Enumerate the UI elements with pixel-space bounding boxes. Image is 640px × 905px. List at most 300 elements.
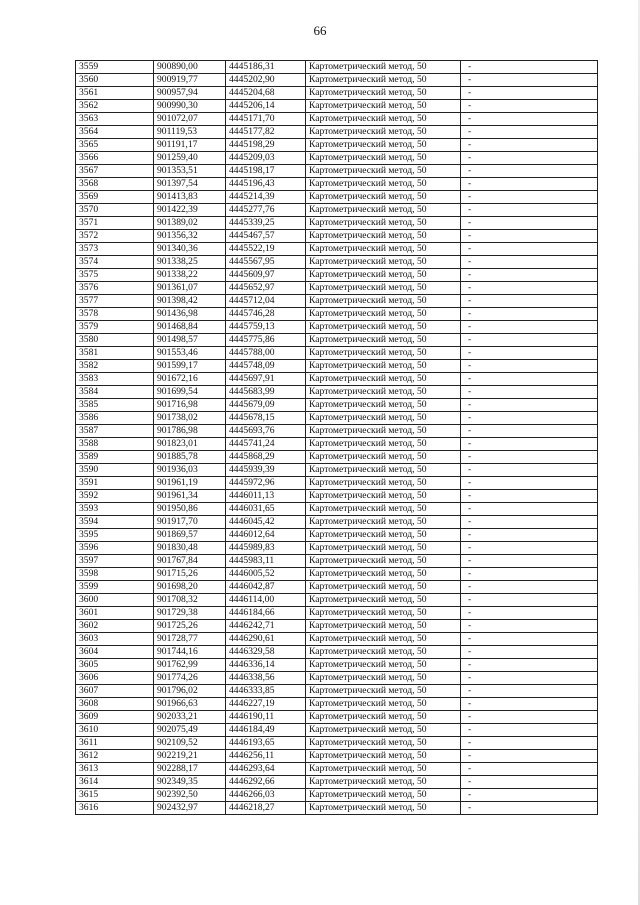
x-coordinate-cell: 901708,32	[154, 594, 226, 607]
y-coordinate-cell: 4446184,49	[226, 724, 306, 737]
table-row	[76, 711, 598, 724]
table-row	[76, 412, 598, 425]
y-coordinate-cell: 4445206,14	[226, 100, 306, 113]
y-coordinate-cell: 4446227,19	[226, 698, 306, 711]
note-cell: -	[461, 217, 598, 230]
note-cell: -	[461, 529, 598, 542]
x-coordinate-cell: 901728,77	[154, 633, 226, 646]
method-cell: Картометрический метод, 50	[306, 282, 461, 295]
note-cell: -	[461, 750, 598, 763]
method-cell: Картометрический метод, 50	[306, 763, 461, 776]
point-number-cell: 3602	[76, 620, 154, 633]
method-cell: Картометрический метод, 50	[306, 542, 461, 555]
table-row	[76, 529, 598, 542]
method-cell: Картометрический метод, 50	[306, 204, 461, 217]
y-coordinate-cell: 4445652,97	[226, 282, 306, 295]
method-cell: Картометрический метод, 50	[306, 698, 461, 711]
x-coordinate-cell: 901422,39	[154, 204, 226, 217]
table-row	[76, 139, 598, 152]
point-number-cell: 3606	[76, 672, 154, 685]
point-number-cell: 3573	[76, 243, 154, 256]
method-cell: Картометрический метод, 50	[306, 113, 461, 126]
method-cell: Картометрический метод, 50	[306, 230, 461, 243]
y-coordinate-cell: 4446242,71	[226, 620, 306, 633]
y-coordinate-cell: 4446338,56	[226, 672, 306, 685]
coordinates-table	[75, 60, 598, 815]
y-coordinate-cell: 4445989,83	[226, 542, 306, 555]
x-coordinate-cell: 901885,78	[154, 451, 226, 464]
y-coordinate-cell: 4445171,70	[226, 113, 306, 126]
method-cell: Картометрический метод, 50	[306, 334, 461, 347]
y-coordinate-cell: 4446292,66	[226, 776, 306, 789]
note-cell: -	[461, 672, 598, 685]
x-coordinate-cell: 900957,94	[154, 87, 226, 100]
x-coordinate-cell: 901699,54	[154, 386, 226, 399]
table-row	[76, 256, 598, 269]
note-cell: -	[461, 269, 598, 282]
table-row	[76, 74, 598, 87]
note-cell: -	[461, 256, 598, 269]
point-number-cell: 3580	[76, 334, 154, 347]
method-cell: Картометрический метод, 50	[306, 139, 461, 152]
method-cell: Картометрический метод, 50	[306, 750, 461, 763]
method-cell: Картометрический метод, 50	[306, 152, 461, 165]
y-coordinate-cell: 4445204,68	[226, 87, 306, 100]
note-cell: -	[461, 282, 598, 295]
table-row	[76, 594, 598, 607]
y-coordinate-cell: 4445196,43	[226, 178, 306, 191]
point-number-cell: 3613	[76, 763, 154, 776]
x-coordinate-cell: 901398,42	[154, 295, 226, 308]
x-coordinate-cell: 901698,20	[154, 581, 226, 594]
method-cell: Картометрический метод, 50	[306, 776, 461, 789]
x-coordinate-cell: 901961,19	[154, 477, 226, 490]
x-coordinate-cell: 901715,26	[154, 568, 226, 581]
y-coordinate-cell: 4446193,65	[226, 737, 306, 750]
y-coordinate-cell: 4446290,61	[226, 633, 306, 646]
y-coordinate-cell: 4445683,99	[226, 386, 306, 399]
x-coordinate-cell: 901729,38	[154, 607, 226, 620]
x-coordinate-cell: 901498,57	[154, 334, 226, 347]
table-row	[76, 399, 598, 412]
x-coordinate-cell: 901353,51	[154, 165, 226, 178]
x-coordinate-cell: 902219,21	[154, 750, 226, 763]
table-row	[76, 126, 598, 139]
table-row	[76, 464, 598, 477]
x-coordinate-cell: 901361,07	[154, 282, 226, 295]
table-row	[76, 373, 598, 386]
x-coordinate-cell: 902075,49	[154, 724, 226, 737]
point-number-cell: 3583	[76, 373, 154, 386]
table-row	[76, 581, 598, 594]
note-cell: -	[461, 100, 598, 113]
note-cell: -	[461, 152, 598, 165]
note-cell: -	[461, 87, 598, 100]
x-coordinate-cell: 901468,84	[154, 321, 226, 334]
table-row	[76, 282, 598, 295]
point-number-cell: 3585	[76, 399, 154, 412]
method-cell: Картометрический метод, 50	[306, 529, 461, 542]
method-cell: Картометрический метод, 50	[306, 451, 461, 464]
x-coordinate-cell: 901725,26	[154, 620, 226, 633]
note-cell: -	[461, 646, 598, 659]
table-row	[76, 698, 598, 711]
method-cell: Картометрический метод, 50	[306, 100, 461, 113]
y-coordinate-cell: 4446045,42	[226, 516, 306, 529]
table-row	[76, 178, 598, 191]
note-cell: -	[461, 490, 598, 503]
table-row	[76, 776, 598, 789]
method-cell: Картометрический метод, 50	[306, 386, 461, 399]
point-number-cell: 3572	[76, 230, 154, 243]
y-coordinate-cell: 4445202,90	[226, 74, 306, 87]
point-number-cell: 3561	[76, 87, 154, 100]
note-cell: -	[461, 763, 598, 776]
method-cell: Картометрический метод, 50	[306, 607, 461, 620]
point-number-cell: 3569	[76, 191, 154, 204]
y-coordinate-cell: 4446012,64	[226, 529, 306, 542]
table-row	[76, 659, 598, 672]
note-cell: -	[461, 295, 598, 308]
x-coordinate-cell: 900890,00	[154, 61, 226, 74]
table-row	[76, 386, 598, 399]
point-number-cell: 3581	[76, 347, 154, 360]
x-coordinate-cell: 901340,36	[154, 243, 226, 256]
method-cell: Картометрический метод, 50	[306, 646, 461, 659]
point-number-cell: 3565	[76, 139, 154, 152]
point-number-cell: 3563	[76, 113, 154, 126]
note-cell: -	[461, 373, 598, 386]
x-coordinate-cell: 901191,17	[154, 139, 226, 152]
note-cell: -	[461, 230, 598, 243]
x-coordinate-cell: 901762,99	[154, 659, 226, 672]
note-cell: -	[461, 711, 598, 724]
table-row	[76, 685, 598, 698]
point-number-cell: 3568	[76, 178, 154, 191]
note-cell: -	[461, 412, 598, 425]
x-coordinate-cell: 901072,07	[154, 113, 226, 126]
table-row	[76, 230, 598, 243]
table-row	[76, 334, 598, 347]
x-coordinate-cell: 901796,02	[154, 685, 226, 698]
y-coordinate-cell: 4445775,86	[226, 334, 306, 347]
note-cell: -	[461, 477, 598, 490]
y-coordinate-cell: 4446336,14	[226, 659, 306, 672]
y-coordinate-cell: 4445214,39	[226, 191, 306, 204]
note-cell: -	[461, 581, 598, 594]
table-row	[76, 503, 598, 516]
table-row	[76, 737, 598, 750]
y-coordinate-cell: 4445712,04	[226, 295, 306, 308]
note-cell: -	[461, 542, 598, 555]
y-coordinate-cell: 4445741,24	[226, 438, 306, 451]
point-number-cell: 3559	[76, 61, 154, 74]
y-coordinate-cell: 4445177,82	[226, 126, 306, 139]
table-row	[76, 763, 598, 776]
method-cell: Картометрический метод, 50	[306, 802, 461, 815]
point-number-cell: 3600	[76, 594, 154, 607]
point-number-cell: 3608	[76, 698, 154, 711]
x-coordinate-cell: 901119,53	[154, 126, 226, 139]
note-cell: -	[461, 126, 598, 139]
point-number-cell: 3586	[76, 412, 154, 425]
note-cell: -	[461, 737, 598, 750]
table-row	[76, 113, 598, 126]
table-row	[76, 295, 598, 308]
method-cell: Картометрический метод, 50	[306, 477, 461, 490]
method-cell: Картометрический метод, 50	[306, 243, 461, 256]
point-number-cell: 3582	[76, 360, 154, 373]
table-row	[76, 87, 598, 100]
note-cell: -	[461, 113, 598, 126]
table-row	[76, 607, 598, 620]
note-cell: -	[461, 555, 598, 568]
method-cell: Картометрический метод, 50	[306, 61, 461, 74]
y-coordinate-cell: 4446184,66	[226, 607, 306, 620]
table-row	[76, 100, 598, 113]
y-coordinate-cell: 4445983,11	[226, 555, 306, 568]
point-number-cell: 3610	[76, 724, 154, 737]
point-number-cell: 3578	[76, 308, 154, 321]
point-number-cell: 3612	[76, 750, 154, 763]
point-number-cell: 3611	[76, 737, 154, 750]
note-cell: -	[461, 204, 598, 217]
x-coordinate-cell: 901259,40	[154, 152, 226, 165]
y-coordinate-cell: 4445679,09	[226, 399, 306, 412]
method-cell: Картометрический метод, 50	[306, 308, 461, 321]
note-cell: -	[461, 308, 598, 321]
x-coordinate-cell: 900990,30	[154, 100, 226, 113]
method-cell: Картометрический метод, 50	[306, 165, 461, 178]
page-number: 66	[313, 23, 327, 38]
note-cell: -	[461, 685, 598, 698]
note-cell: -	[461, 464, 598, 477]
method-cell: Картометрический метод, 50	[306, 789, 461, 802]
x-coordinate-cell: 901356,32	[154, 230, 226, 243]
method-cell: Картометрический метод, 50	[306, 516, 461, 529]
y-coordinate-cell: 4445609,97	[226, 269, 306, 282]
y-coordinate-cell: 4446256,11	[226, 750, 306, 763]
point-number-cell: 3574	[76, 256, 154, 269]
y-coordinate-cell: 4445939,39	[226, 464, 306, 477]
x-coordinate-cell: 902349,35	[154, 776, 226, 789]
method-cell: Картометрический метод, 50	[306, 178, 461, 191]
point-number-cell: 3562	[76, 100, 154, 113]
point-number-cell: 3604	[76, 646, 154, 659]
note-cell: -	[461, 321, 598, 334]
x-coordinate-cell: 901830,48	[154, 542, 226, 555]
x-coordinate-cell: 901786,98	[154, 425, 226, 438]
note-cell: -	[461, 61, 598, 74]
note-cell: -	[461, 776, 598, 789]
point-number-cell: 3590	[76, 464, 154, 477]
point-number-cell: 3566	[76, 152, 154, 165]
table-row	[76, 620, 598, 633]
point-number-cell: 3615	[76, 789, 154, 802]
y-coordinate-cell: 4446333,85	[226, 685, 306, 698]
table-row	[76, 191, 598, 204]
point-number-cell: 3594	[76, 516, 154, 529]
method-cell: Картометрический метод, 50	[306, 373, 461, 386]
x-coordinate-cell: 901767,84	[154, 555, 226, 568]
y-coordinate-cell: 4445972,96	[226, 477, 306, 490]
point-number-cell: 3596	[76, 542, 154, 555]
method-cell: Картометрический метод, 50	[306, 464, 461, 477]
table-row	[76, 425, 598, 438]
table-row	[76, 217, 598, 230]
x-coordinate-cell: 901744,16	[154, 646, 226, 659]
table-row	[76, 204, 598, 217]
point-number-cell: 3603	[76, 633, 154, 646]
method-cell: Картометрический метод, 50	[306, 659, 461, 672]
x-coordinate-cell: 901436,98	[154, 308, 226, 321]
point-number-cell: 3579	[76, 321, 154, 334]
x-coordinate-cell: 902288,17	[154, 763, 226, 776]
x-coordinate-cell: 901823,01	[154, 438, 226, 451]
note-cell: -	[461, 633, 598, 646]
point-number-cell: 3597	[76, 555, 154, 568]
point-number-cell: 3614	[76, 776, 154, 789]
method-cell: Картометрический метод, 50	[306, 126, 461, 139]
method-cell: Картометрический метод, 50	[306, 724, 461, 737]
table-row	[76, 568, 598, 581]
table-row	[76, 802, 598, 815]
table-row	[76, 750, 598, 763]
x-coordinate-cell: 902432,97	[154, 802, 226, 815]
table-row	[76, 152, 598, 165]
table-row	[76, 347, 598, 360]
point-number-cell: 3587	[76, 425, 154, 438]
y-coordinate-cell: 4446042,87	[226, 581, 306, 594]
point-number-cell: 3599	[76, 581, 154, 594]
table-row	[76, 321, 598, 334]
y-coordinate-cell: 4445748,09	[226, 360, 306, 373]
note-cell: -	[461, 178, 598, 191]
table-row	[76, 438, 598, 451]
note-cell: -	[461, 438, 598, 451]
method-cell: Картометрический метод, 50	[306, 568, 461, 581]
y-coordinate-cell: 4445198,29	[226, 139, 306, 152]
point-number-cell: 3593	[76, 503, 154, 516]
table-row	[76, 269, 598, 282]
note-cell: -	[461, 191, 598, 204]
note-cell: -	[461, 243, 598, 256]
x-coordinate-cell: 901338,25	[154, 256, 226, 269]
y-coordinate-cell: 4446031,65	[226, 503, 306, 516]
point-number-cell: 3564	[76, 126, 154, 139]
y-coordinate-cell: 4445198,17	[226, 165, 306, 178]
method-cell: Картометрический метод, 50	[306, 217, 461, 230]
point-number-cell: 3575	[76, 269, 154, 282]
y-coordinate-cell: 4445746,28	[226, 308, 306, 321]
point-number-cell: 3609	[76, 711, 154, 724]
note-cell: -	[461, 594, 598, 607]
table-row	[76, 308, 598, 321]
y-coordinate-cell: 4446329,58	[226, 646, 306, 659]
method-cell: Картометрический метод, 50	[306, 503, 461, 516]
point-number-cell: 3571	[76, 217, 154, 230]
note-cell: -	[461, 347, 598, 360]
y-coordinate-cell: 4445788,00	[226, 347, 306, 360]
method-cell: Картометрический метод, 50	[306, 321, 461, 334]
y-coordinate-cell: 4446218,27	[226, 802, 306, 815]
method-cell: Картометрический метод, 50	[306, 672, 461, 685]
y-coordinate-cell: 4445339,25	[226, 217, 306, 230]
table-row	[76, 490, 598, 503]
x-coordinate-cell: 901961,34	[154, 490, 226, 503]
y-coordinate-cell: 4445868,29	[226, 451, 306, 464]
note-cell: -	[461, 802, 598, 815]
x-coordinate-cell: 901869,57	[154, 529, 226, 542]
table-row	[76, 633, 598, 646]
method-cell: Картометрический метод, 50	[306, 412, 461, 425]
x-coordinate-cell: 902033,21	[154, 711, 226, 724]
x-coordinate-cell: 901672,16	[154, 373, 226, 386]
point-number-cell: 3601	[76, 607, 154, 620]
table-row	[76, 516, 598, 529]
table-row	[76, 451, 598, 464]
note-cell: -	[461, 620, 598, 633]
point-number-cell: 3598	[76, 568, 154, 581]
method-cell: Картометрический метод, 50	[306, 360, 461, 373]
method-cell: Картометрический метод, 50	[306, 490, 461, 503]
table-row	[76, 477, 598, 490]
note-cell: -	[461, 386, 598, 399]
method-cell: Картометрический метод, 50	[306, 711, 461, 724]
point-number-cell: 3605	[76, 659, 154, 672]
method-cell: Картометрический метод, 50	[306, 399, 461, 412]
method-cell: Картометрический метод, 50	[306, 737, 461, 750]
x-coordinate-cell: 901917,70	[154, 516, 226, 529]
table-row	[76, 165, 598, 178]
table-row	[76, 789, 598, 802]
note-cell: -	[461, 399, 598, 412]
method-cell: Картометрический метод, 50	[306, 685, 461, 698]
y-coordinate-cell: 4445209,03	[226, 152, 306, 165]
x-coordinate-cell: 901553,46	[154, 347, 226, 360]
y-coordinate-cell: 4445467,57	[226, 230, 306, 243]
note-cell: -	[461, 659, 598, 672]
point-number-cell: 3589	[76, 451, 154, 464]
x-coordinate-cell: 901389,02	[154, 217, 226, 230]
table-row	[76, 646, 598, 659]
method-cell: Картометрический метод, 50	[306, 87, 461, 100]
point-number-cell: 3577	[76, 295, 154, 308]
point-number-cell: 3592	[76, 490, 154, 503]
method-cell: Картометрический метод, 50	[306, 438, 461, 451]
note-cell: -	[461, 425, 598, 438]
point-number-cell: 3567	[76, 165, 154, 178]
note-cell: -	[461, 516, 598, 529]
table-row	[76, 555, 598, 568]
point-number-cell: 3584	[76, 386, 154, 399]
method-cell: Картометрический метод, 50	[306, 256, 461, 269]
method-cell: Картометрический метод, 50	[306, 555, 461, 568]
y-coordinate-cell: 4445277,76	[226, 204, 306, 217]
method-cell: Картометрический метод, 50	[306, 269, 461, 282]
table-row	[76, 724, 598, 737]
point-number-cell: 3591	[76, 477, 154, 490]
x-coordinate-cell: 901599,17	[154, 360, 226, 373]
x-coordinate-cell: 902392,50	[154, 789, 226, 802]
point-number-cell: 3560	[76, 74, 154, 87]
y-coordinate-cell: 4445522,19	[226, 243, 306, 256]
note-cell: -	[461, 789, 598, 802]
x-coordinate-cell: 901397,54	[154, 178, 226, 191]
y-coordinate-cell: 4446293,64	[226, 763, 306, 776]
coordinates-table-body	[76, 61, 598, 815]
x-coordinate-cell: 901950,86	[154, 503, 226, 516]
